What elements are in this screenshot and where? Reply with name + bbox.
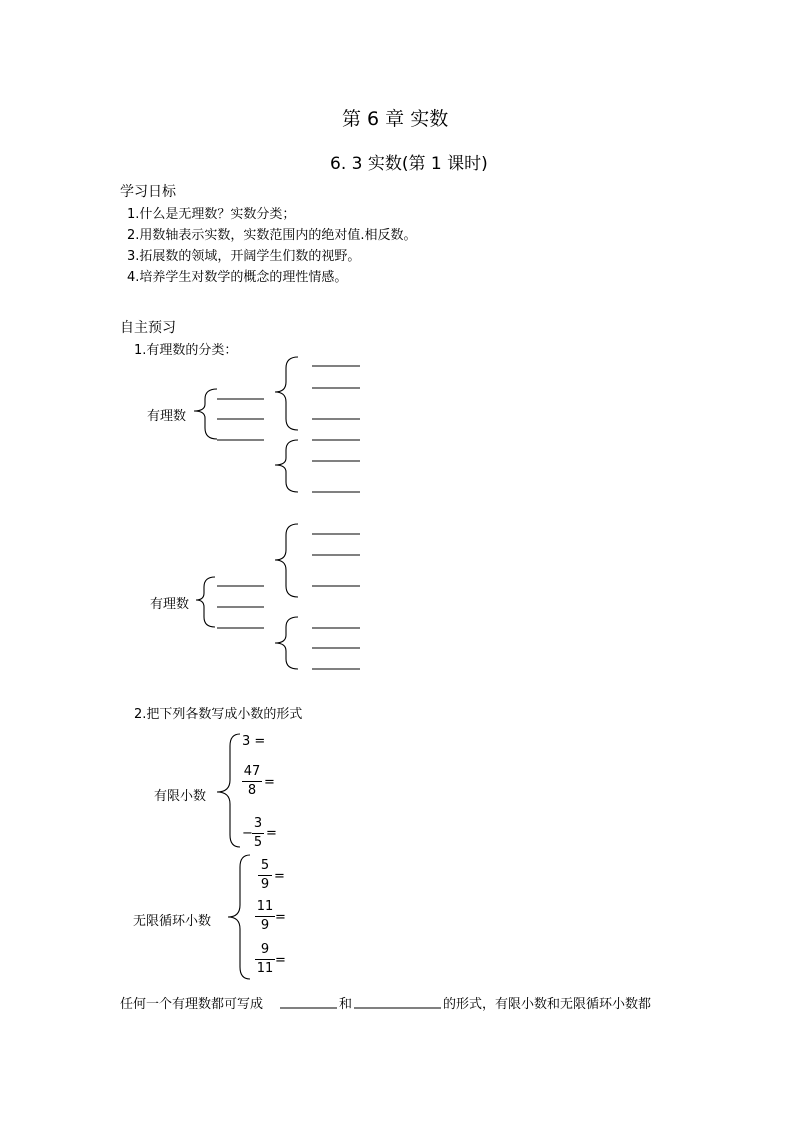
finite-decimal-label: 有限小数 [154, 789, 207, 804]
fraction-3-5 [252, 817, 264, 850]
fraction-denominator: 11 [256, 961, 274, 976]
bottom-text-part-3: 的形式，有限小数和无限循环小数都 [443, 997, 652, 1012]
brace-main-2 [196, 577, 215, 627]
objective-item-1: 1.什么是无理数？实数分类； [127, 207, 296, 222]
fraction-denominator: 5 [253, 835, 263, 850]
question-2: 2.把下列各数写成小数的形式 [134, 707, 303, 722]
finite-expr-1: 3 = [242, 734, 266, 749]
fraction-numerator: 5 [260, 858, 270, 873]
fraction-denominator: 9 [260, 877, 270, 892]
objective-item-4: 4.培养学生对数学的概念的理性情感。 [127, 270, 348, 285]
fraction-numerator: 9 [260, 942, 270, 957]
bottom-text-part-2: 和 [339, 997, 353, 1012]
equals-sign: = [266, 826, 277, 841]
brace-finite [217, 734, 240, 847]
equals-sign: = [274, 869, 285, 884]
fraction-bar [242, 781, 262, 782]
rational-label-1: 有理数 [147, 409, 187, 424]
preview-heading: 自主预习 [120, 320, 176, 336]
objective-item-2: 2.用数轴表示实数，实数范围内的绝对值.相反数。 [127, 228, 417, 243]
equals-sign: = [275, 953, 286, 968]
objective-item-3: 3.拓展数的领域，开阔学生们数的视野。 [127, 249, 361, 264]
fraction-47-8 [242, 765, 262, 798]
brace-lower-2 [275, 617, 298, 669]
brace-repeating [228, 855, 250, 979]
page-subtitle: 6. 3 实数(第 1 课时) [330, 154, 488, 174]
objectives-heading: 学习日标 [120, 184, 176, 200]
fraction-bar [255, 916, 275, 917]
fraction-numerator: 11 [256, 899, 274, 914]
fraction-bar [255, 959, 275, 960]
fraction-bar [258, 875, 272, 876]
fraction-bar [252, 833, 264, 834]
fraction-denominator: 9 [260, 918, 270, 933]
minus-sign: − [242, 826, 253, 841]
repeating-decimal-label: 无限循环小数 [133, 914, 212, 929]
fraction-numerator: 47 [243, 764, 261, 779]
fraction-5-9 [258, 859, 272, 892]
bottom-text-part-1: 任何一个有理数都可写成 [120, 997, 264, 1012]
brace-upper-2 [275, 524, 298, 597]
brace-main-1 [194, 389, 217, 439]
fraction-9-11 [255, 943, 275, 976]
brace-upper-1 [275, 357, 298, 430]
equals-sign: = [275, 910, 286, 925]
fraction-denominator: 8 [247, 783, 257, 798]
fraction-numerator: 3 [253, 816, 263, 831]
rational-label-2: 有理数 [150, 597, 190, 612]
fraction-11-9 [255, 900, 275, 933]
page-title: 第 6 章 实数 [342, 108, 449, 130]
equals-sign: = [264, 775, 275, 790]
brace-lower-1 [275, 440, 298, 492]
question-1: 1.有理数的分类： [134, 343, 238, 358]
